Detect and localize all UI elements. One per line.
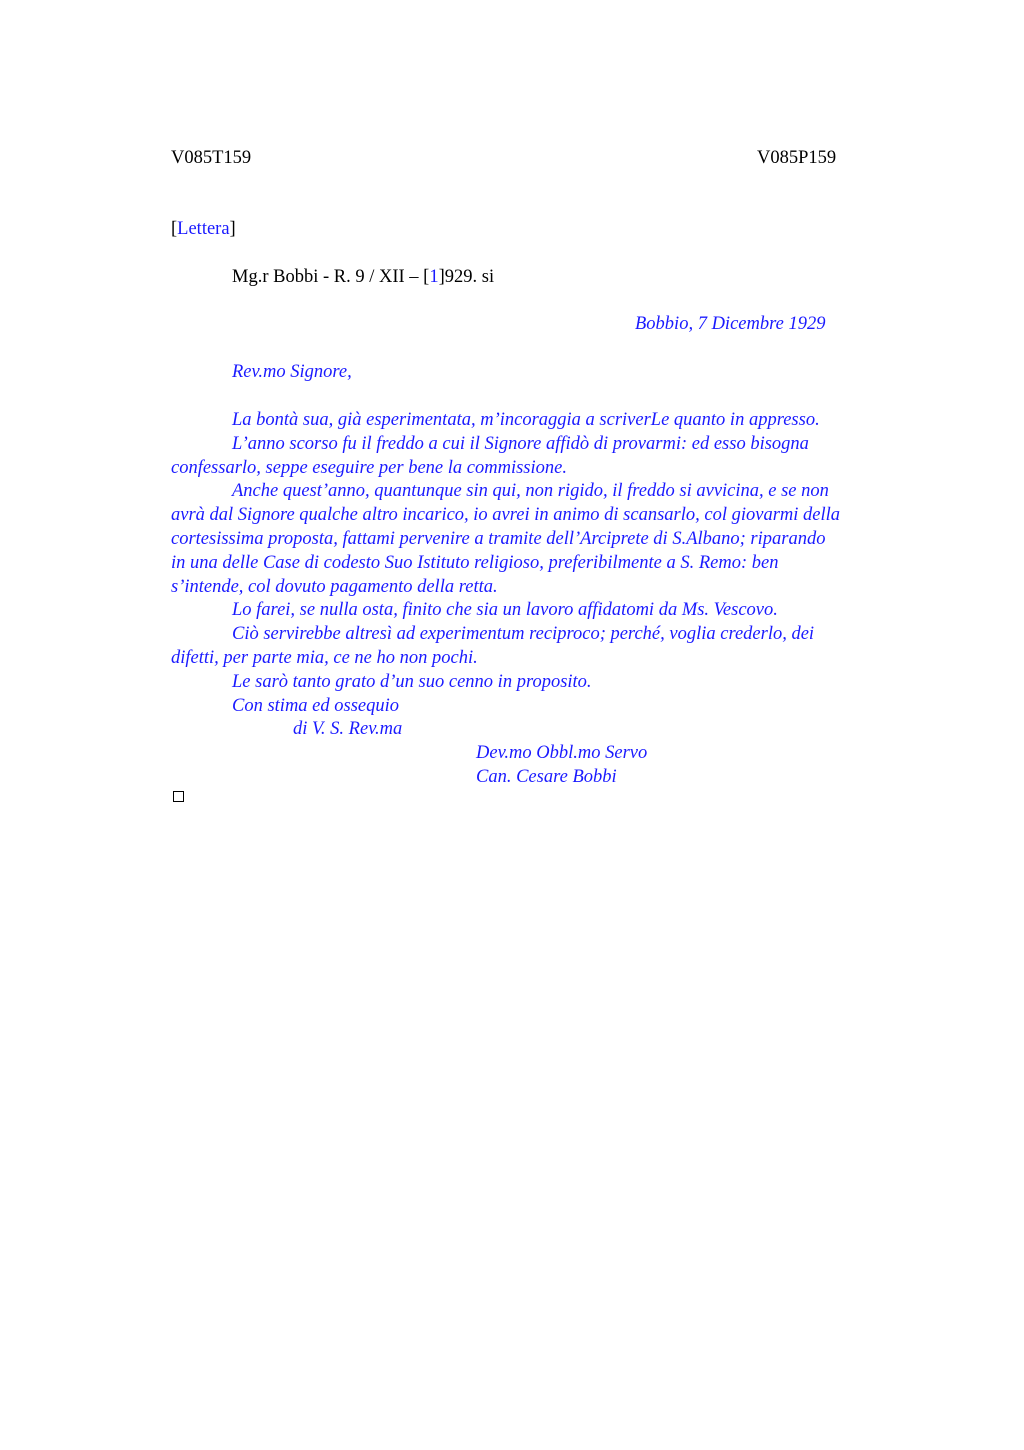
letter-line: s’intende, col dovuto pagamento della retta. [171,576,498,597]
letter-signature-name: Can. Cesare Bobbi [476,766,617,787]
letter-line: in una delle Case di codesto Suo Istituto religioso, preferibilmente a S. Remo: ben [171,552,779,573]
bracket-close: ] [229,219,236,239]
archive-suffix: ]929. si [438,267,495,287]
letter-line: cortesissima proposta, fattami pervenire a tramite dell’Arciprete di S.Albano; riparando [171,528,826,549]
archive-prefix: Mg.r Bobbi - R. 9 / XII – [ [232,267,430,287]
bracket-open: [ [171,219,178,239]
document-code-right: V085P159 [757,148,837,168]
letter-body [171,409,931,790]
end-of-document-square-icon [173,791,184,802]
archive-bracket-digit: 1 [429,267,439,287]
letter-line: Lo farei, se nulla osta, finito che sia un lavoro affidatomi da Ms. Vescovo. [232,600,778,621]
letter-signature-title: Dev.mo Obbl.mo Servo [476,743,648,764]
document-type-label [171,219,236,240]
archive-reference [232,267,494,288]
letter-closing: Con stima ed ossequio [232,695,400,716]
letter-line: confessarlo, seppe eseguire per bene la commissione. [171,457,567,478]
letter-date: Bobbio, 7 Dicembre 1929 [635,314,826,334]
letter-line: Ciò servirebbe altresì ad experimentum reciproco; perché, voglia crederlo, dei [232,624,815,645]
letter-salutation: Rev.mo Signore, [232,362,352,382]
letter-closing: di V. S. Rev.ma [293,719,403,740]
letter-line: avrà dal Signore qualche altro incarico, io avrei in animo di scansarlo, col giovarmi della [171,505,841,526]
document-type-text: Lettera [177,219,230,239]
letter-line: difetti, per parte mia, ce ne ho non pochi. [171,647,478,668]
letter-line: L’anno scorso fu il freddo a cui il Signore affidò di provarmi: ed esso bisogna [232,433,809,454]
letter-line: La bontà sua, già esperimentata, m’incoraggia a scriverLe quanto in appresso. [232,410,820,430]
letter-line: Anche quest’anno, quantunque sin qui, non rigido, il freddo si avvicina, e se non [232,481,829,502]
document-code-left: V085T159 [171,148,252,168]
letter-line: Le sarò tanto grato d’un suo cenno in proposito. [232,671,592,692]
